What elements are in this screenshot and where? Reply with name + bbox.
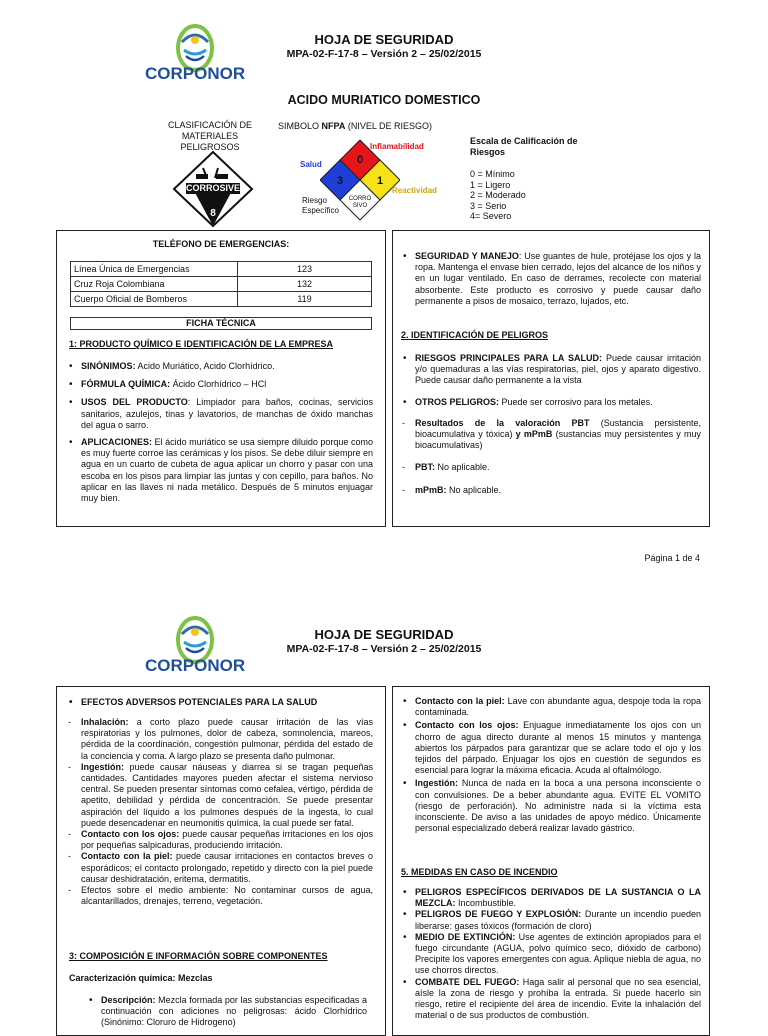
list-item: • Descripción: Mezcla formada por las substancias especificadas a continuación con adiciones no peligrosas: ácido Clorhídrico (Sinónimo: Cloruro de Hidrogeno) bbox=[87, 995, 367, 1029]
escala-item: 3 = Serio bbox=[470, 200, 507, 211]
document-title: ACIDO MURIATICO DOMESTICO bbox=[287, 93, 481, 107]
nfpa-salud-label: Salud bbox=[300, 160, 322, 169]
list-item: • Ingestión: Nunca de nada en la boca a una persona inconsciente o con convulsiones. De a beber abundante agua. EVITE EL VOMITO (riesgo de perforación). No administre nada si la víctima esta inconsciente. De aviso a las unidades de apoyo médico. Únicamente personal especializado deberá realizar lavado gástrico. bbox=[401, 778, 701, 834]
list-item: • Contacto con los ojos: Enjuague inmediatamente los ojos con un chorro de agua directo durante al menos 15 minutos y mantenga abiertos los párpados para garantizar que se aclare todo el ojo y los tejidos del párpado. Enjuagar los ojos en cuestión de segundos es esencial para lograr la máxima eficacia. Acuda al oftalmólogo. bbox=[401, 720, 701, 776]
section-3-heading: 3: COMPOSICIÓN E INFORMACIÓN SOBRE COMPONENTES bbox=[69, 951, 328, 961]
logo-text: CORPONOR bbox=[145, 64, 246, 83]
escala-item: 0 = Mínimo bbox=[470, 169, 515, 179]
primeros-auxilios-body bbox=[401, 696, 701, 834]
list-item: - Contacto con los ojos: puede causar pequeñas irritaciones en los ojos por pequeñas salpicaduras, produciendo irritación. bbox=[67, 829, 373, 851]
list-item: - Contacto con la piel: puede causar irritaciones en contactos breves o esporádicos; el contacto prolongado, repetido y directo con la piel puede causar deshidratación, eritema, dermatitis. bbox=[67, 851, 373, 885]
list-item: • COMBATE DEL FUEGO: Haga salir al personal que no sea esencial, aísle la zona de riesgo y prohíba la entrada. Si puede hacerlo sin riesgo, retire el recipiente del área de incendio. Evite la inhalación del material o de sus productos de combustión. bbox=[401, 977, 701, 1022]
nfpa-reactividad-value: 1 bbox=[376, 175, 384, 187]
list-item: - mPmB: No aplicable. bbox=[401, 485, 701, 496]
corrosive-label: CORROSIVE bbox=[186, 183, 241, 193]
escala-item: 1 = Ligero bbox=[470, 179, 511, 190]
telefono-table bbox=[70, 261, 372, 307]
left-panel bbox=[56, 230, 386, 527]
page-title: HOJA DE SEGURIDAD bbox=[314, 32, 454, 47]
efectos-heading: • EFECTOS ADVERSOS POTENCIALES PARA LA SALUD bbox=[67, 697, 387, 708]
table-row: Línea Única de Emergencias 123 bbox=[71, 262, 372, 277]
escala-list bbox=[470, 169, 600, 222]
nfpa-inflamabilidad-value: 0 bbox=[356, 154, 364, 166]
table-row: Cruz Roja Colombiana 132 bbox=[71, 277, 372, 292]
escala-item: 4= Severo bbox=[470, 211, 512, 222]
efectos-body bbox=[67, 717, 373, 907]
section-2-body bbox=[401, 353, 701, 496]
list-item: - Inhalación: a corto plazo puede causar irritación de las vías respiratorias y los pulmones, dolor de cabeza, somnolencia, mareos, pérdida de la coordinación, congestión pulmonar, pérdida del estado de la conciencia y coma. A largo plazo se presenta daño pulmonar. bbox=[67, 717, 373, 762]
nfpa-especifico-value: CORRO SIVO bbox=[348, 196, 372, 209]
list-item: • MEDIO DE EXTINCIÓN: Use agentes de extinción apropiados para el fuego circundante (AGUA, polvo químico seco, dióxido de carbono) Precipite los vapores emergentes con agua. Aplique niebla de agua, no use chorros directos. bbox=[401, 932, 701, 977]
list-item: • SEGURIDAD Y MANEJO: Use guantes de hule, protéjase los ojos y la ropa. Mantenga el envase bien cerrado, lejos del alcance de los niños y en un lugar ventilado. En caso de derrames, recolecte con material absorbente. Este producto es corrosivo y puede causar daño permanente a pisos de mosaico, terrazo, lujados, etc. bbox=[401, 251, 701, 307]
section-5-heading: 5. MEDIDAS EN CASO DE INCENDIO bbox=[401, 867, 558, 877]
left-panel-2 bbox=[56, 686, 386, 1036]
list-item: • Contacto con la piel: Lave con abundante agua, despoje toda la ropa contaminada. bbox=[401, 696, 701, 718]
caracterizacion: Caracterización química: Mezclas bbox=[69, 973, 213, 983]
section-2-heading: 2. IDENTIFICACIÓN DE PELIGROS bbox=[401, 330, 549, 340]
list-item: • PELIGROS DE FUEGO Y EXPLOSIÓN: Durante un incendio pueden liberarse: gases tóxicos (formación de cloro) bbox=[401, 909, 701, 931]
list-item: • PELIGROS ESPECÍFICOS DERIVADOS DE LA SUSTANCIA O LA MEZCLA: Incombustible. bbox=[401, 887, 701, 909]
page-number: Página 1 de 4 bbox=[644, 553, 700, 563]
escala-item: 2 = Moderado bbox=[470, 190, 526, 201]
ficha-tecnica: FICHA TÉCNICA bbox=[70, 317, 372, 330]
nfpa-inflamabilidad-label: Inflamabilidad bbox=[370, 142, 424, 151]
list-item: - Ingestión: puede causar náuseas y diarrea si se tragan pequeñas cantidades. Cantidades mayores pueden afectar el sistema nervioso central. Se pueden presentar síntomas como cefalea, vértigo, pérdida de apetito, debilidad y pérdida de concentración. Se puede presentar aspiración del líquido a los pulmones después de la ingesta, lo cual puede desencadenar en neumonitis química, la cual puede ser fatal. bbox=[67, 762, 373, 829]
nfpa-heading: SIMBOLO NFPA (NIVEL DE RIESGO) bbox=[278, 121, 433, 131]
page-title: HOJA DE SEGURIDAD bbox=[314, 627, 454, 642]
escala-title: Escala de Calificación de Riesgos bbox=[470, 136, 578, 157]
right-panel-2 bbox=[392, 686, 710, 1036]
list-item: - PBT: No aplicable. bbox=[401, 462, 701, 473]
nfpa-diamond bbox=[290, 138, 450, 224]
section-5-body bbox=[401, 887, 701, 1021]
clasificacion-label: CLASIFICACIÓN DE MATERIALES PELIGROSOS bbox=[167, 120, 252, 152]
right-panel bbox=[392, 230, 710, 527]
telefono-title: TELÉFONO DE EMERGENCIAS: bbox=[152, 239, 290, 249]
logo-text: CORPONOR bbox=[145, 656, 246, 675]
list-item: - Efectos sobre el medio ambiente: No contaminar cursos de agua, alcantarillados, drenajes, terreno, vegetación. bbox=[67, 885, 373, 907]
list-item: • APLICACIONES: El ácido muriático se usa siempre diluido porque como es muy fuerte corroe las cerámicas y los pisos. Se debe diluir siempre en agua en un cuarto de cubeta de agua aplicar un chorro y pasar con una escoba en los pisos para limpiar las juntas y con cepillo, para baños. No aplicar en las llaves ni nada metálico. Después de 5 minutos enjuagar muy bien. bbox=[67, 437, 373, 504]
list-item: - Resultados de la valoración PBT (Sustancia persistente, bioacumulativa y tóxica) y mPmB (sustancias muy persistentes y muy bioacumulativas) bbox=[401, 418, 701, 452]
list-item: • OTROS PELIGROS: Puede ser corrosivo para los metales. bbox=[401, 397, 701, 408]
section-1-body bbox=[67, 361, 373, 504]
page-subtitle: MPA-02-F-17-8 – Versión 2 – 25/02/2015 bbox=[286, 643, 482, 655]
corrosive-number: 8 bbox=[210, 208, 216, 219]
list-item: • SINÓNIMOS: Acido Muriático, Acido Clorhídrico. bbox=[67, 361, 373, 372]
nfpa-reactividad-label: Reactividad bbox=[392, 186, 437, 195]
list-item: • FÓRMULA QUÍMICA: Ácido Clorhídrico – HCl bbox=[67, 379, 373, 390]
seguridad-block bbox=[401, 251, 701, 307]
page-subtitle: MPA-02-F-17-8 – Versión 2 – 25/02/2015 bbox=[286, 48, 482, 60]
section-1-heading: 1: PRODUCTO QUÍMICO E IDENTIFICACIÓN DE LA EMPRESA bbox=[69, 339, 334, 349]
nfpa-riesgo-label: Riesgo Específico bbox=[302, 196, 339, 215]
nfpa-salud-value: 3 bbox=[336, 175, 344, 187]
list-item: • USOS DEL PRODUCTO: Limpiador para baños, cocinas, servicios sanitarios, azulejos, tinas y lavatorios, de manchas de óxido manchas del agua o sarro. bbox=[67, 397, 373, 431]
list-item: • RIESGOS PRINCIPALES PARA LA SALUD: Puede causar irritación y/o quemaduras a las vías respiratorias, piel, ojos y aparato digestivo. Puede causar daño permanente a la vista bbox=[401, 353, 701, 387]
corrosive-placard bbox=[168, 150, 258, 228]
table-row: Cuerpo Oficial de Bomberos 119 bbox=[71, 292, 372, 307]
